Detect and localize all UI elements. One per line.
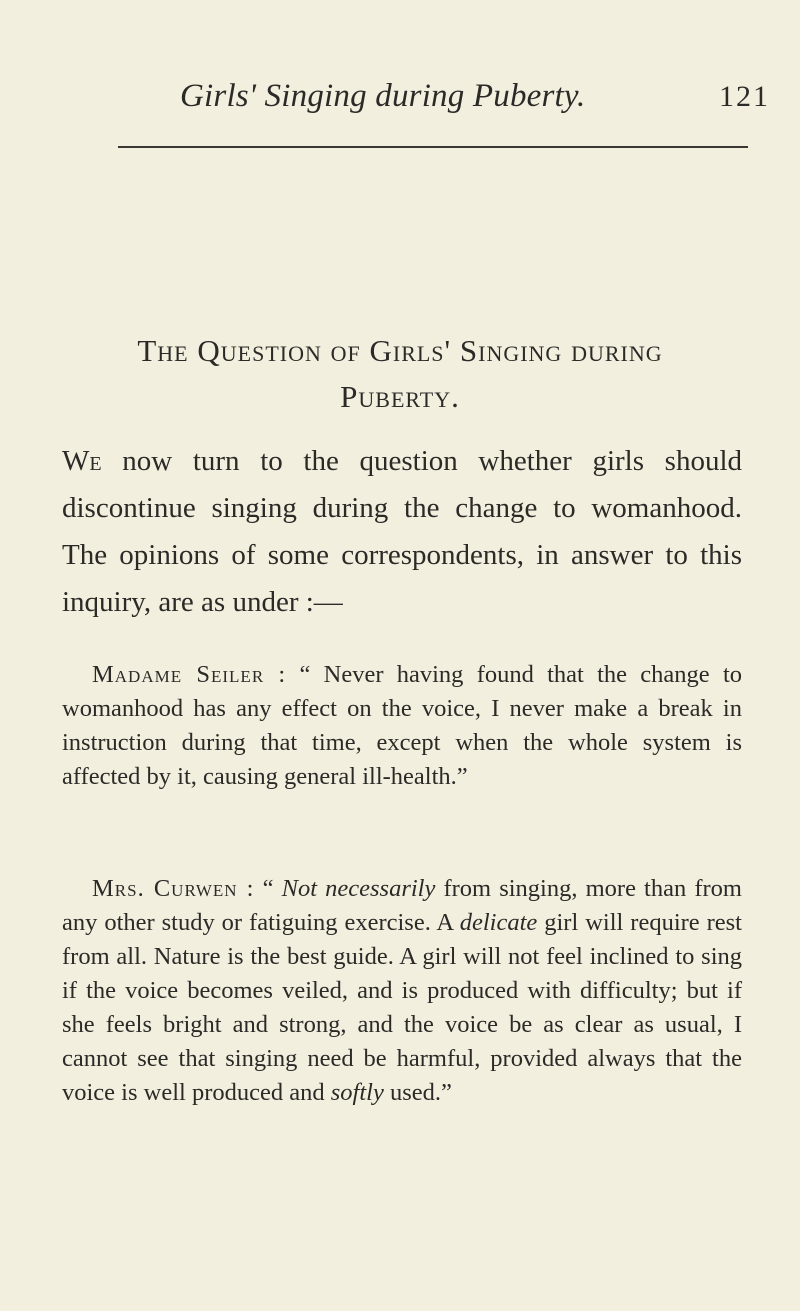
quote-curwen-emphasis-3: softly — [330, 1079, 384, 1106]
quote-seiler-text: “ Never having found that the change to womanhood has any effect on the voice, I never make a break in instruction during that time, except when the whole system is affected by it, causing general ill-health.” — [62, 661, 742, 790]
quote-curwen-text-1: from singing, more than from any other study or fatiguing exercise. A — [62, 875, 742, 936]
running-head — [120, 78, 770, 122]
section-heading — [0, 328, 800, 420]
intro-text: now turn to the question whether girls should discontinue singing during the change to womanhood. The opinions of some correspondents, in answer to this inquiry, are as under :— — [62, 445, 742, 618]
quote-curwen-emphasis-1: Not necessarily — [281, 875, 436, 902]
section-heading-line-2: Puberty. — [340, 379, 460, 414]
running-title: Girls' Singing during Puberty. — [180, 78, 586, 114]
speaker-seiler: Madame Seiler : — [92, 661, 287, 688]
header-rule — [118, 146, 748, 148]
intro-paragraph — [62, 438, 742, 626]
quote-seiler — [62, 658, 742, 794]
quote-curwen-text-2: girl will require rest from all. Nature is the best guide. A girl will not feel inclined to sing if the voice becomes veiled, and is produced with difficulty; but if she feels bright and strong, and the voice be as clear as usual, I cannot see that singing need be harmful, provided always that the voice is well produced and — [62, 909, 742, 1106]
section-heading-line-1: The Question of Girls' Singing during — [137, 333, 663, 368]
quote-curwen-text-3: used.” — [383, 1079, 452, 1106]
intro-lead-word: We — [62, 445, 102, 477]
quote-curwen — [62, 872, 742, 1110]
speaker-curwen: Mrs. Curwen : — [92, 875, 255, 902]
quote-curwen-emphasis-2: delicate — [459, 909, 538, 936]
page-number: 121 — [719, 80, 770, 113]
quote-curwen-open: “ — [254, 875, 282, 902]
